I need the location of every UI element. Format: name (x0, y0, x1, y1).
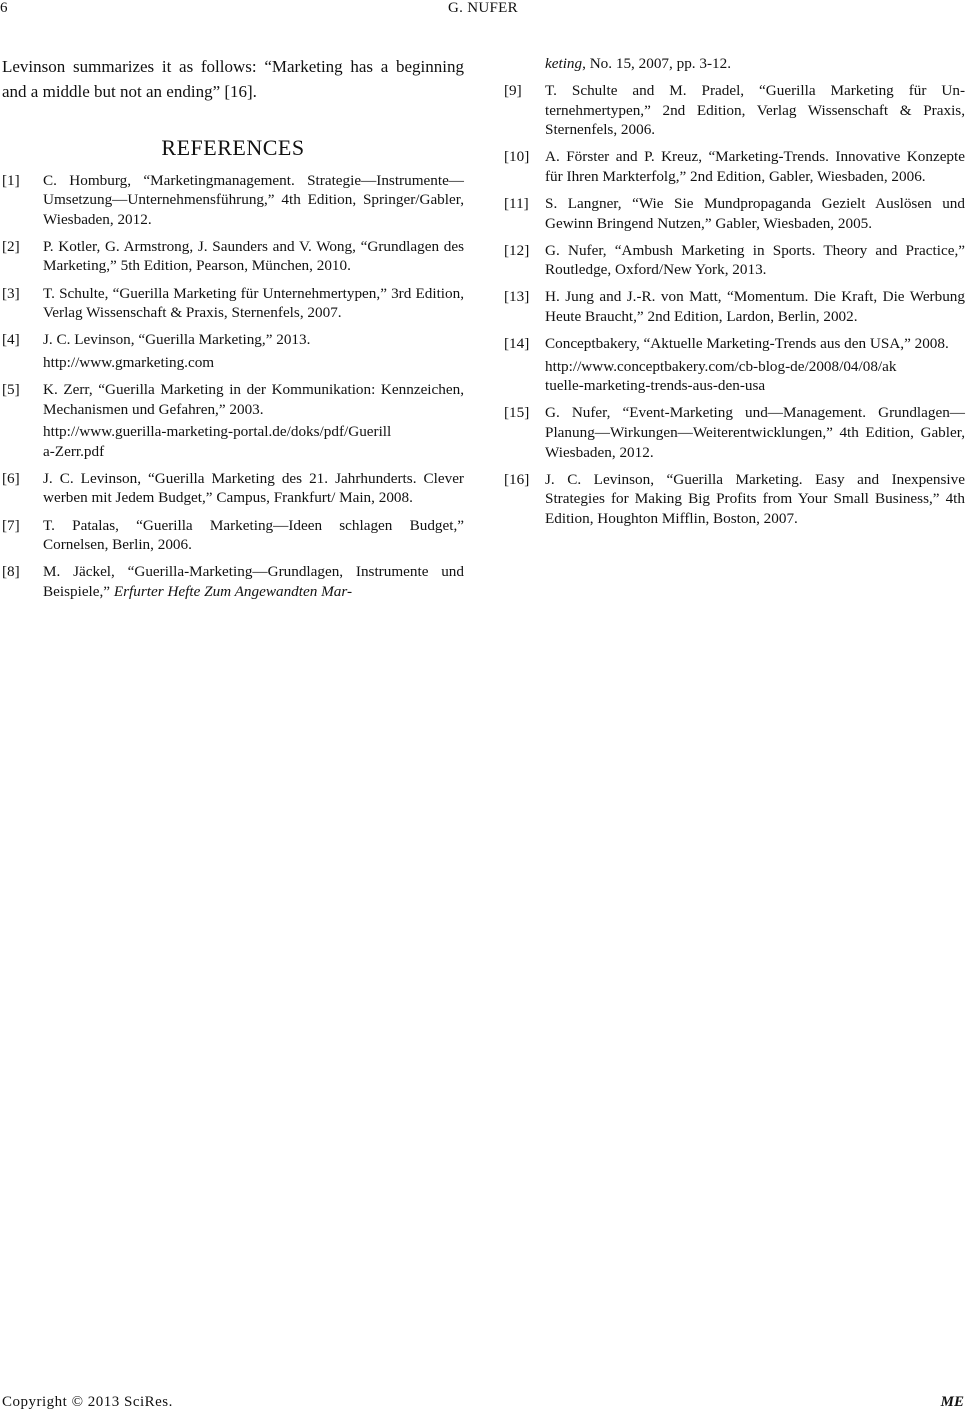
reference-text: H. Jung and J.-R. von Matt, “Momentum. Die Kraft, Die Werbung Heute Braucht,” 2nd Edition, Lardon, Berlin, 2002. (545, 288, 965, 326)
reference-text: J. C. Levinson, “Guerilla Marketing des 21. Jahrhunderts. Clever werben mit Jedem Budget,” Campus, Frankfurt/ Main, 2008. (43, 469, 464, 507)
reference-url-line: http://www.guerilla-marketing-portal.de/doks/pdf/Guerill (43, 423, 392, 441)
reference-text: J. C. Levinson, “Guerilla Marketing,” 2013. (43, 331, 311, 349)
reference-text (43, 562, 464, 601)
reference-url-line: tuelle-marketing-trends-aus-den-usa (545, 377, 766, 395)
reference-text: K. Zerr, “Guerilla Marketing in der Kommunikation: Kennzeichen, Mechanismen und Gefahren,” 2003. (43, 380, 464, 418)
left-column (2, 54, 464, 609)
reference-item (2, 469, 464, 508)
reference-url-link[interactable] (545, 357, 965, 396)
reference-number: [8] (2, 563, 20, 581)
reference-number: [14] (504, 335, 530, 353)
reference-item (504, 470, 965, 529)
reference-text: A. Förster and P. Kreuz, “Marketing-Trends. Innovative Konzepte für Ihren Markterfolg,” 2nd Edition, Gabler, Wiesbaden, 2006. (545, 148, 965, 185)
reference-text: G. Nufer, “Event-Marketing und—Management. Grundlagen—Planung—Wirkungen—Weiterentwicklungen,” 4th Edition, Gabler, Wiesbaden, 2012. (545, 404, 965, 461)
running-head: G. NUFER (448, 0, 518, 16)
reference-item (504, 334, 965, 396)
reference-text: T. Schulte, “Guerilla Marketing für Unternehmertypen,” 3rd Edition, Verlag Wissenschaft & Praxis, Sternenfels, 2007. (43, 284, 464, 322)
reference-number: [16] (504, 470, 530, 488)
reference-number: [1] (2, 171, 20, 189)
reference-url-link[interactable]: http://www.gmarketing.com (43, 353, 215, 371)
reference-continuation (504, 54, 965, 74)
reference-item (2, 284, 464, 323)
reference-number: [15] (504, 404, 530, 422)
reference-text: G. Nufer, “Ambush Marketing in Sports. Theory and Practice,” Routledge, Oxford/New York, 2013. (545, 241, 965, 279)
page-number: 6 (0, 0, 8, 16)
reference-number: [7] (2, 516, 20, 534)
reference-item (504, 81, 965, 140)
reference-number: [3] (2, 284, 20, 302)
reference-item (2, 380, 464, 461)
reference-item (504, 287, 965, 326)
reference-item (2, 330, 464, 372)
reference-number: [10] (504, 148, 530, 166)
reference-url-line: http://www.conceptbakery.com/cb-blog-de/2008/04/08/ak (545, 357, 897, 375)
reference-number: [6] (2, 469, 20, 487)
reference-number: [13] (504, 288, 530, 306)
intro-paragraph: Levinson summarizes it as follows: “Marketing has a beginning and a middle but not an ending” [16]. (2, 57, 464, 101)
journal-title: Erfurter Hefte Zum Angewandten Mar- (113, 582, 353, 600)
reference-continuation-text: , No. 15, 2007, pp. 3-12. (582, 55, 732, 72)
reference-number: [9] (504, 82, 522, 100)
reference-text-plain: M. Jäckel, “Guerilla-Marketing—Grundlagen, Instrumente und Beispiele,” (43, 563, 464, 600)
reference-text: Conceptbakery, “Aktuelle Marketing-Trends aus den USA,” 2008. (545, 335, 949, 353)
reference-number: [11] (504, 195, 529, 213)
reference-item (2, 562, 464, 601)
reference-item (504, 147, 965, 186)
reference-text: P. Kotler, G. Armstrong, J. Saunders and V. Wong, “Grundlagen des Marketing,” 5th Edition, Pearson, München, 2010. (43, 237, 464, 275)
journal-abbreviation: ME (940, 1394, 964, 1410)
reference-url-link[interactable] (43, 422, 464, 461)
references-heading: REFERENCES (161, 135, 305, 160)
journal-title-continued: keting (545, 55, 583, 72)
reference-item (504, 241, 965, 280)
reference-number: [12] (504, 241, 530, 259)
copyright-notice: Copyright © 2013 SciRes. (2, 1394, 173, 1410)
reference-number: [2] (2, 237, 20, 255)
reference-number: [5] (2, 380, 20, 398)
reference-text: J. C. Levinson, “Guerilla Marketing. Easy and Inexpensive Strategies for Making Big Profits from Your Small Business,” 4th Edition, Houghton Mifflin, Boston, 2007. (545, 470, 965, 527)
reference-text: T. Patalas, “Guerilla Marketing—Ideen schlagen Budget,” Cornelsen, Berlin, 2006. (43, 516, 464, 554)
reference-item (2, 237, 464, 276)
reference-number: [4] (2, 331, 20, 349)
reference-text: T. Schulte and M. Pradel, “Guerilla Marketing für Unternehmertypen,” 2nd Edition, Verlag Wissenschaft & Praxis, Sternenfels, 2006. (545, 82, 965, 139)
right-column (504, 54, 965, 536)
reference-text: S. Langner, “Wie Sie Mundpropaganda Gezielt Auslösen und Gewinn Bringend Nutzen,” Gabler, Wiesbaden, 2005. (545, 195, 965, 232)
reference-item (2, 171, 464, 230)
reference-text: C. Homburg, “Marketingmanagement. Strategie—Instrumente—Umsetzung—Unternehmensführung,” 4th Edition, Springer/Gabler, Wiesbaden, 2012. (43, 171, 464, 228)
reference-url-line: a-Zerr.pdf (43, 442, 105, 460)
reference-item (504, 194, 965, 233)
reference-item (504, 403, 965, 462)
reference-item (2, 516, 464, 555)
